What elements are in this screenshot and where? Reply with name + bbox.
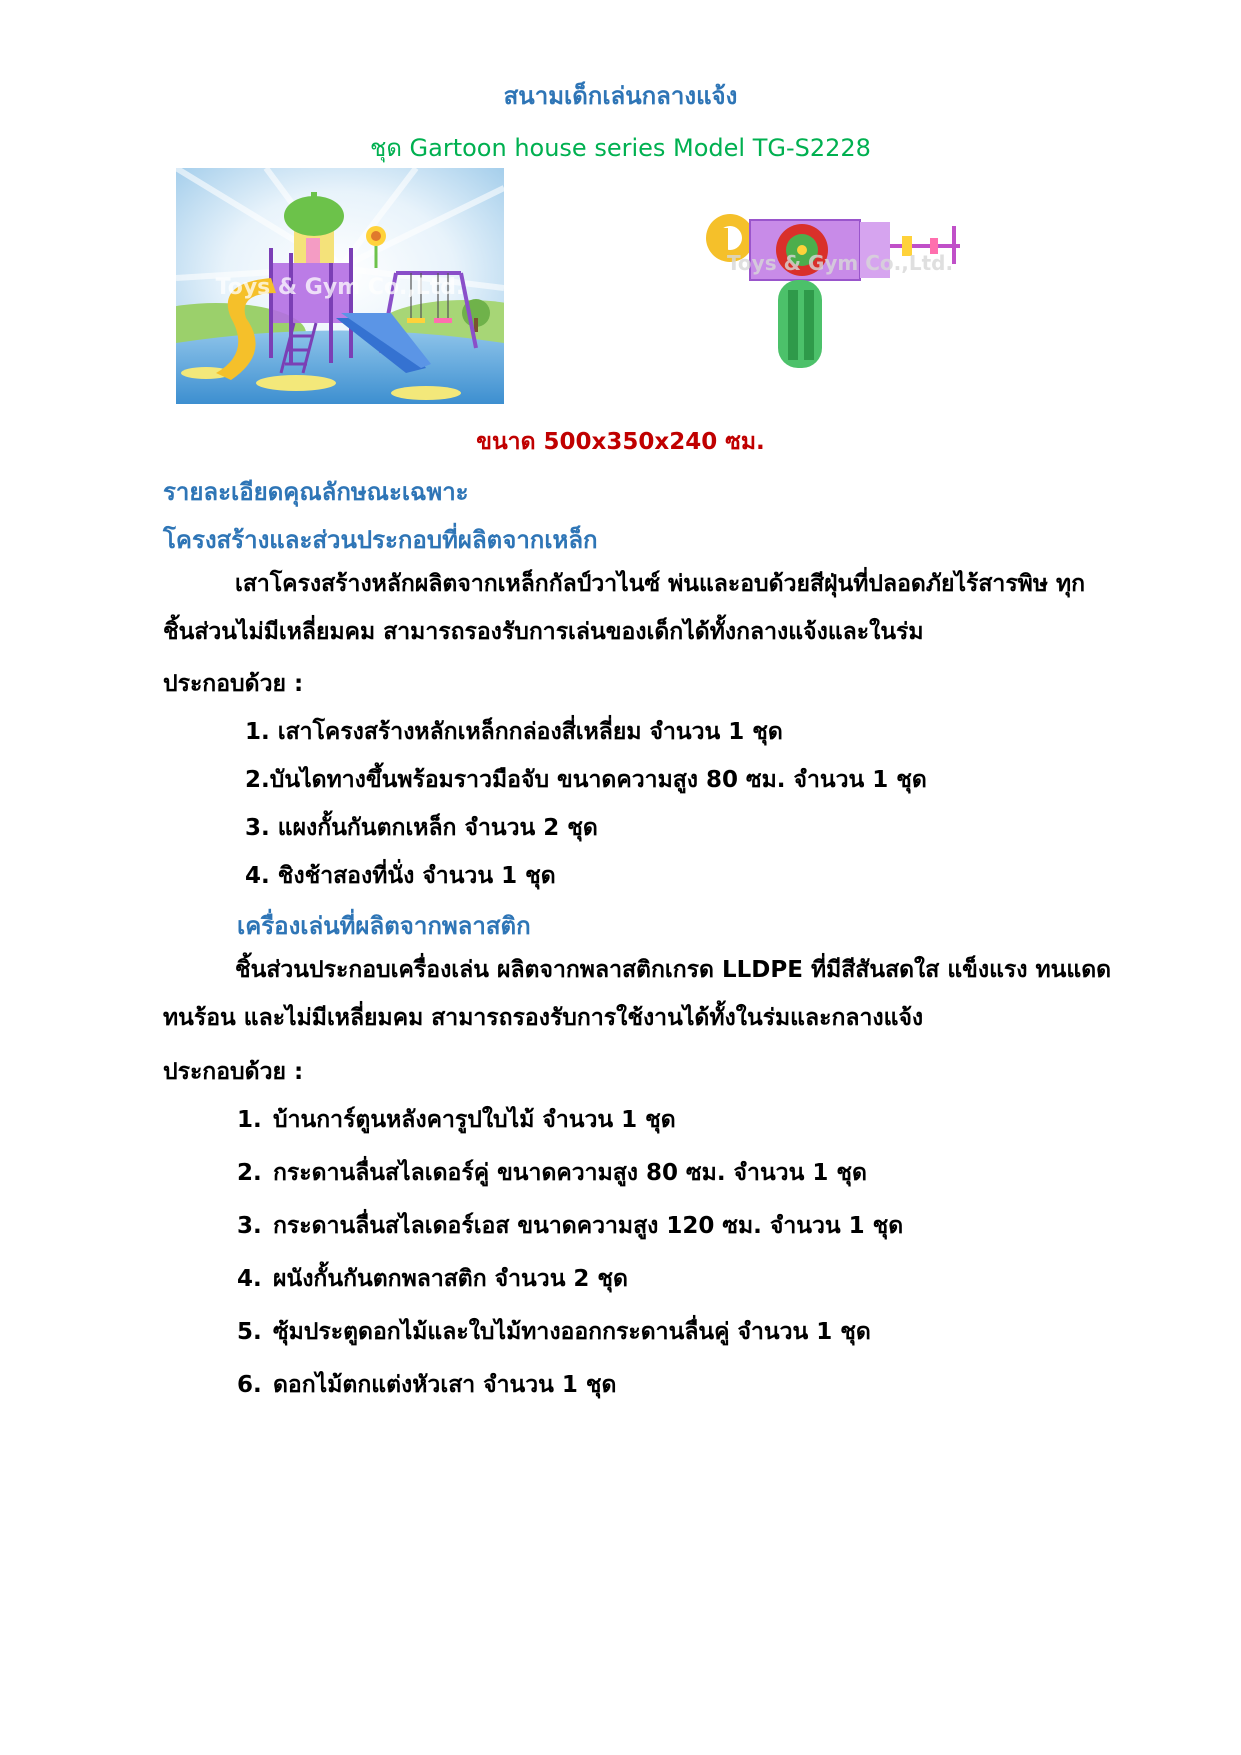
steel-item-2: 2.บันไดทางขึ้นพร้อมราวมือจับ ขนาดความสูง 80 ซม. จำนวน 1 ชุด [245, 767, 927, 793]
steel-item-3: 3. แผงกั้นกันตกเหล็ก จำนวน 2 ชุด [245, 815, 598, 841]
plastic-description [163, 946, 1143, 1042]
plastic-item-6 [237, 1367, 616, 1403]
plastic-item-number: 5. [237, 1319, 262, 1345]
plastic-item-number: 1. [237, 1107, 262, 1133]
steel-item-1: 1. เสาโครงสร้างหลักเหล็กกล่องสี่เหลี่ยม จำนวน 1 ชุด [245, 719, 783, 745]
steel-consists-label: ประกอบด้วย : [163, 671, 304, 697]
plastic-item-text: บ้านการ์ตูนหลังคารูปใบไม้ จำนวน 1 ชุด [273, 1107, 676, 1133]
playground-illustration [176, 168, 504, 404]
plastic-item-text: ผนังกั้นกันตกพลาสติก จำนวน 2 ชุด [273, 1266, 628, 1292]
watermark-right: Toys & Gym Co.,Ltd. [726, 251, 954, 275]
plastic-section-heading: เครื่องเล่นที่ผลิตจากพลาสติก [237, 912, 531, 940]
steel-description [163, 560, 1143, 656]
playground-top-view [690, 200, 970, 390]
top-view-illustration [690, 200, 970, 390]
watermark-left: Toys & Gym Co.,Ltd. [215, 275, 465, 300]
plastic-item-number: 3. [237, 1213, 262, 1239]
spec-heading: รายละเอียดคุณลักษณะเฉพาะ [163, 478, 469, 506]
playground-photo [176, 168, 504, 404]
plastic-item-number: 4. [237, 1266, 262, 1292]
plastic-item-1 [237, 1102, 676, 1138]
size-dimensions: ขนาด 500x350x240 ซม. [476, 429, 765, 455]
page-title: สนามเด็กเล่นกลางแจ้ง [503, 82, 738, 110]
plastic-description-line2: ทนร้อน และไม่มีเหลี่ยมคม สามารถรองรับการใช้งานได้ทั้งในร่มและกลางแจ้ง [163, 1005, 924, 1031]
steel-section-heading: โครงสร้างและส่วนประกอบที่ผลิตจากเหล็ก [163, 526, 598, 554]
plastic-item-4 [237, 1261, 628, 1297]
plastic-item-number: 6. [237, 1372, 262, 1398]
plastic-item-number: 2. [237, 1160, 262, 1186]
plastic-description-line1: ชิ้นส่วนประกอบเครื่องเล่น ผลิตจากพลาสติกเกรด LLDPE ที่มีสีสันสดใส แข็งแรง ทนแดด [235, 957, 1112, 983]
plastic-item-text: กระดานลื่นสไลเดอร์คู่ ขนาดความสูง 80 ซม. จำนวน 1 ชุด [273, 1160, 867, 1186]
plastic-consists-label: ประกอบด้วย : [163, 1059, 304, 1085]
model-subtitle: ชุด Gartoon house series Model TG-S2228 [370, 134, 871, 162]
steel-item-4: 4. ชิงช้าสองที่นั่ง จำนวน 1 ชุด [245, 863, 556, 889]
steel-description-line2: ชิ้นส่วนไม่มีเหลี่ยมคม สามารถรองรับการเล่นของเด็กได้ทั้งกลางแจ้งและในร่ม [163, 619, 924, 645]
plastic-item-5 [237, 1314, 871, 1350]
plastic-item-text: ซุ้มประตูดอกไม้และใบไม้ทางออกกระดานลื่นคู่ จำนวน 1 ชุด [273, 1319, 871, 1345]
plastic-item-text: ดอกไม้ตกแต่งหัวเสา จำนวน 1 ชุด [273, 1372, 617, 1398]
plastic-item-3 [237, 1208, 903, 1244]
plastic-item-2 [237, 1155, 867, 1191]
plastic-item-text: กระดานลื่นสไลเดอร์เอส ขนาดความสูง 120 ซม. จำนวน 1 ชุด [273, 1213, 904, 1239]
steel-description-line1: เสาโครงสร้างหลักผลิตจากเหล็กกัลป์วาไนซ์ พ่นและอบด้วยสีฝุ่นที่ปลอดภัยไร้สารพิษ ทุก [235, 571, 1086, 597]
